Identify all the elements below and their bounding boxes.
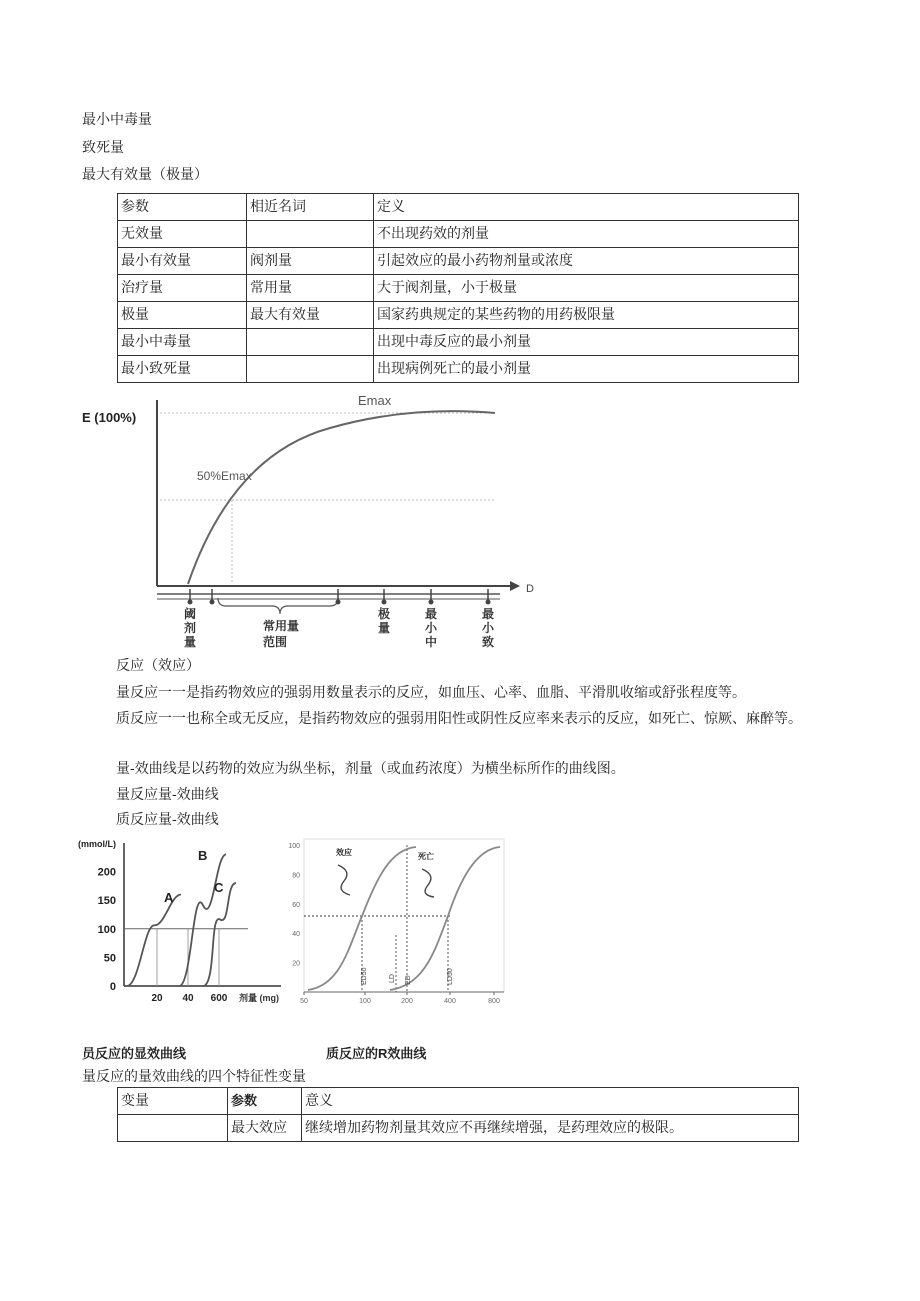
graded-dose-response-chart bbox=[76, 835, 286, 1010]
table-header-cell: 变量 bbox=[118, 1088, 228, 1115]
graded-y-tick: 100 bbox=[97, 923, 116, 936]
range-label-line1: 常用量 bbox=[263, 619, 300, 633]
table-cell: 最大效应 bbox=[228, 1115, 302, 1142]
quantal-y-tick: 20 bbox=[292, 960, 300, 968]
table-header-cell: 相近名词 bbox=[247, 194, 374, 221]
dose-marker-label: 小 bbox=[482, 621, 495, 635]
table-cell: 常用量 bbox=[247, 275, 374, 302]
table-row bbox=[118, 356, 799, 383]
table-cell: 无效量 bbox=[118, 221, 247, 248]
table-cell: 出现病例死亡的最小剂量 bbox=[374, 356, 799, 383]
quantal-x-tick: 400 bbox=[444, 998, 456, 1005]
table-header-cell: 参数 bbox=[118, 194, 247, 221]
table-cell: 继续增加药物剂量其效应不再继续增强，是药理效应的极限。 bbox=[302, 1115, 799, 1142]
table-row bbox=[118, 1115, 799, 1142]
graded-y-tick: 200 bbox=[97, 866, 116, 879]
graded-series-line bbox=[204, 883, 236, 986]
dose-marker-label: 最 bbox=[425, 607, 438, 621]
chart1-y-label: E (100%) bbox=[82, 410, 137, 425]
effect-label: 效应 bbox=[336, 848, 352, 857]
graded-series-label: A bbox=[164, 890, 174, 905]
ed50-annotation: ED50 bbox=[361, 967, 368, 985]
dose-table bbox=[117, 193, 799, 383]
graded-y-tick: 0 bbox=[109, 981, 116, 993]
ld50-annotation: LD50 bbox=[447, 968, 454, 985]
table-header-row bbox=[118, 1088, 799, 1115]
dose-marker-label: 剂 bbox=[184, 621, 197, 635]
dose-marker-label: 量 bbox=[184, 635, 197, 649]
table-row bbox=[118, 302, 799, 329]
table-header-cell: 参数 bbox=[228, 1088, 302, 1115]
caption-left: 员反应的显效曲线 bbox=[82, 1046, 187, 1061]
table-cell: 阀剂量 bbox=[247, 248, 374, 275]
section-title: 量反应的量效曲线的四个特征性变量 bbox=[82, 1069, 306, 1085]
dose-marker-dot bbox=[382, 600, 387, 605]
quantal-x-tick: 200 bbox=[401, 998, 413, 1005]
dose-marker-label: 小 bbox=[425, 621, 438, 635]
table-cell: 大于阀剂量，小于极量 bbox=[374, 275, 799, 302]
graded-x-tick: 600 bbox=[210, 993, 228, 1004]
usual-dose-range-brace bbox=[218, 598, 338, 614]
dose-marker-dot bbox=[429, 600, 434, 605]
table-cell: 国家药典规定的某些药物的用药极限量 bbox=[374, 302, 799, 329]
dose-marker-label: 最 bbox=[482, 607, 495, 621]
graded-y-tick: 50 bbox=[103, 952, 116, 965]
table-row bbox=[118, 221, 799, 248]
table-cell: 极量 bbox=[118, 302, 247, 329]
table-cell: 出现中毒反应的最小剂量 bbox=[374, 329, 799, 356]
dose-marker-label: 中 bbox=[425, 635, 438, 649]
dose-marker-dot bbox=[486, 600, 491, 605]
x-axis-label: D bbox=[526, 583, 534, 595]
quantal-x-tick: 800 bbox=[488, 998, 500, 1005]
dose-markers bbox=[184, 589, 495, 649]
param-table bbox=[117, 1087, 799, 1142]
table-cell: 最大有效量 bbox=[247, 302, 374, 329]
paragraph-curve-definition: 量-效曲线是以药物的效应为纵坐标，剂量（或血药浓度）为横坐标所作的曲线图。 bbox=[116, 761, 625, 777]
table-row bbox=[118, 329, 799, 356]
quantal-y-tick: 40 bbox=[292, 931, 300, 939]
quantal-y-tick: 100 bbox=[288, 843, 300, 850]
graded-x-tick: 40 bbox=[182, 993, 194, 1004]
intro-line-3: 最大有效量（极量） bbox=[82, 167, 208, 183]
dose-marker-label: 量 bbox=[378, 621, 391, 635]
dose-effect-diagram bbox=[150, 390, 550, 655]
table-cell: 最小有效量 bbox=[118, 248, 247, 275]
table-header-cell: 定义 bbox=[374, 194, 799, 221]
paragraph-graded-response: 量反应一一是指药物效应的强弱用数量表示的反应，如血压、心率、血脂、平滑肌收缩或舒张程度等。 bbox=[116, 685, 746, 701]
quantal-x-tick: 50 bbox=[300, 998, 308, 1005]
intro-line-2: 致死量 bbox=[82, 140, 124, 156]
range-label-line2: 范围 bbox=[263, 635, 288, 649]
half-emax-label: 50%Emax bbox=[197, 469, 252, 483]
graded-series-line bbox=[128, 894, 181, 986]
paragraph-quantal-response: 质反应一一也称全或无反应，是指药物效应的强弱用阳性或阴性反应率来表示的反应，如死亡、惊厥、麻醉等。 bbox=[116, 711, 802, 727]
dose-marker-label: 致 bbox=[482, 635, 495, 649]
graded-series-label: C bbox=[214, 880, 224, 895]
line-graded-curve: 量反应量-效曲线 bbox=[116, 787, 219, 803]
dose-marker-label: 阈 bbox=[184, 607, 197, 621]
table-cell: 最小中毒量 bbox=[118, 329, 247, 356]
quantal-x-tick: 100 bbox=[359, 998, 371, 1005]
dose-marker-dot bbox=[336, 600, 341, 605]
table-cell bbox=[118, 1115, 228, 1142]
table-row bbox=[118, 275, 799, 302]
death-label: 死亡 bbox=[418, 852, 434, 861]
table-cell: 治疗量 bbox=[118, 275, 247, 302]
dose-marker-label: 极 bbox=[378, 607, 391, 621]
table-header-cell: 意义 bbox=[302, 1088, 799, 1115]
intro-line-1: 最小中毒量 bbox=[82, 112, 152, 128]
x-axis-arrow-icon bbox=[510, 581, 520, 591]
line-quantal-curve: 质反应量-效曲线 bbox=[116, 812, 219, 828]
table-cell: 最小致死量 bbox=[118, 356, 247, 383]
reaction-heading: 反应（效应） bbox=[116, 658, 200, 674]
table-row bbox=[118, 248, 799, 275]
quantal-dose-response-chart bbox=[290, 835, 510, 1007]
ld-annotation: LD bbox=[389, 974, 396, 983]
table-cell: 引起效应的最小药物剂量或浓度 bbox=[374, 248, 799, 275]
quantal-y-tick: 60 bbox=[292, 901, 300, 909]
graded-x-label: 剂量 (mg) bbox=[239, 993, 279, 1003]
ed-annotation: ED bbox=[405, 975, 412, 985]
table-cell bbox=[247, 356, 374, 383]
table-cell: 不出现药效的剂量 bbox=[374, 221, 799, 248]
graded-y-unit: (mmol/L) bbox=[78, 839, 116, 849]
table-cell bbox=[247, 221, 374, 248]
graded-x-tick: 20 bbox=[151, 993, 163, 1004]
dose-marker-dot bbox=[210, 600, 215, 605]
caption-right: 质反应的R效曲线 bbox=[326, 1046, 427, 1061]
emax-label: Emax bbox=[358, 393, 392, 408]
quantal-y-tick: 80 bbox=[292, 872, 300, 880]
dose-marker-dot bbox=[188, 600, 193, 605]
dose-effect-curve bbox=[188, 411, 495, 584]
graded-series-label: B bbox=[198, 848, 208, 863]
graded-y-tick: 150 bbox=[97, 895, 116, 908]
table-header-row bbox=[118, 194, 799, 221]
table-cell bbox=[247, 329, 374, 356]
